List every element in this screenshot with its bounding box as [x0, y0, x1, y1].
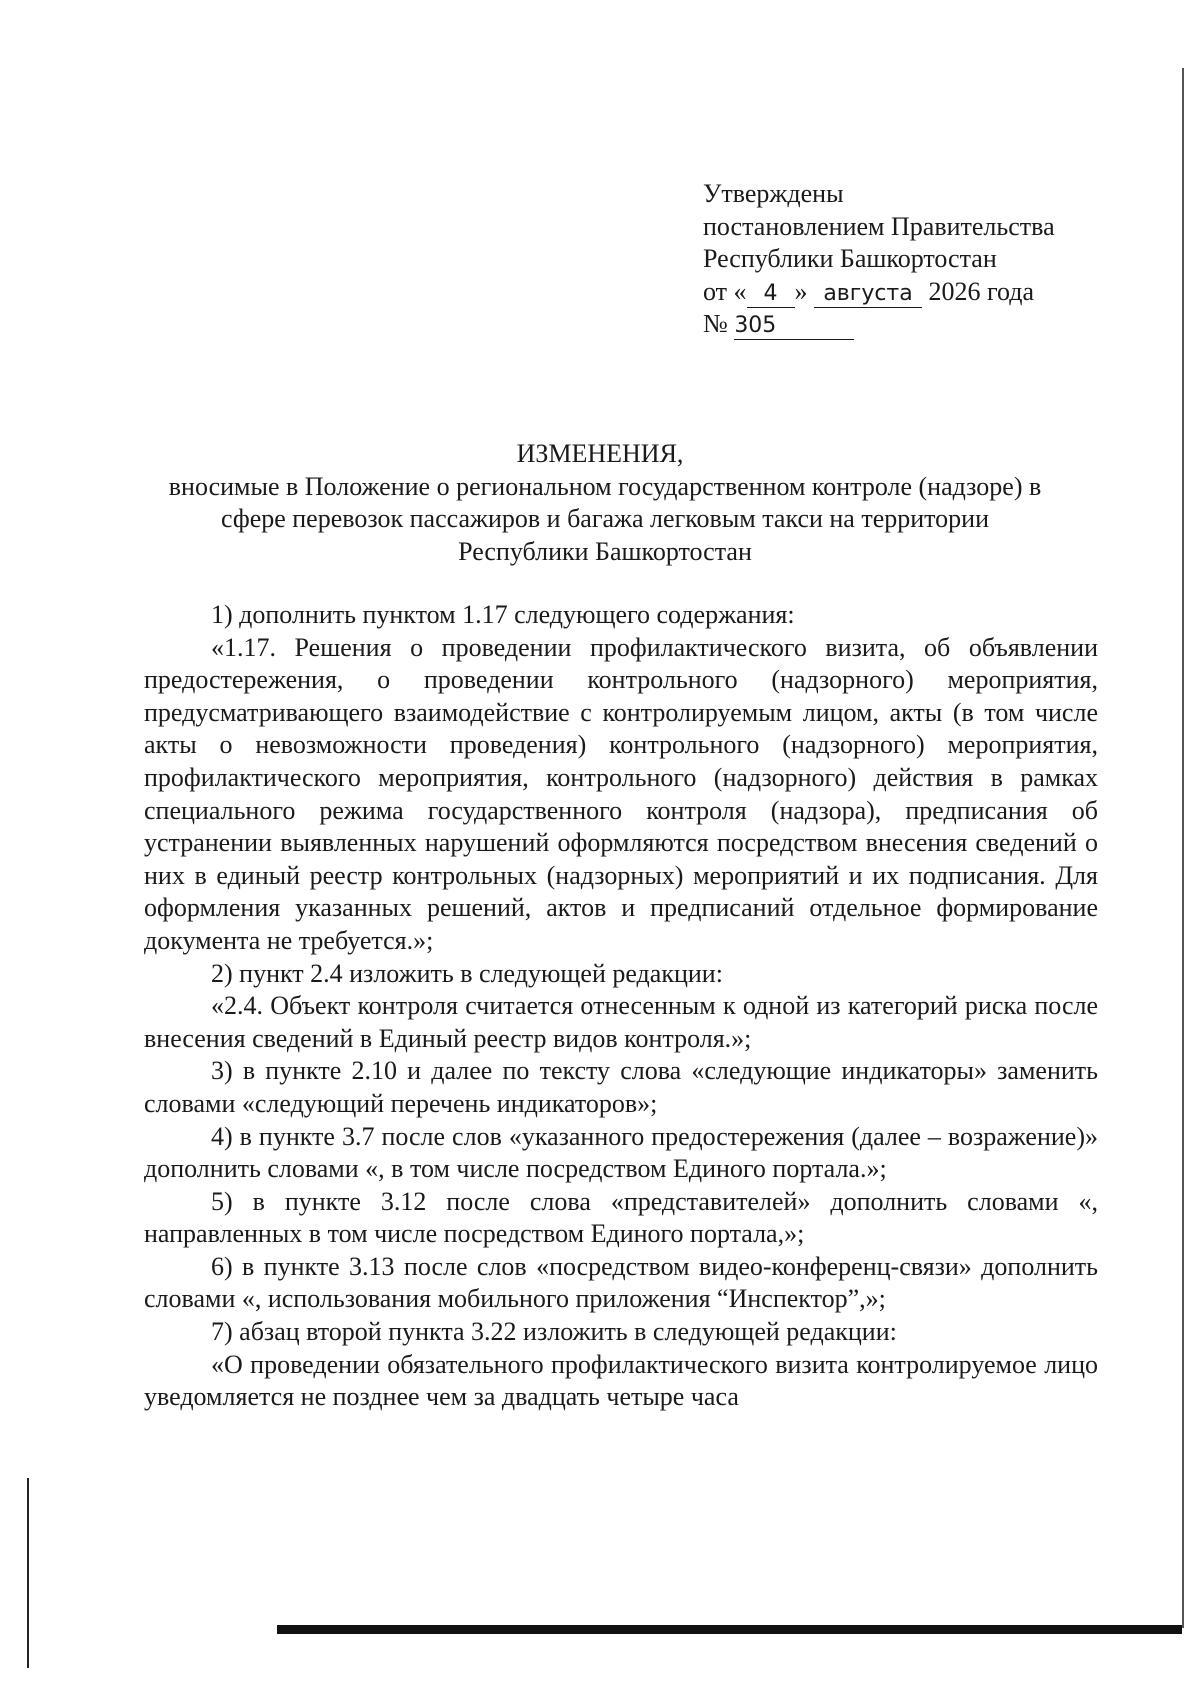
approval-line-2: постановлением Правительства — [703, 211, 1055, 241]
document-title: ИЗМЕНЕНИЯ, — [516, 439, 684, 468]
date-day: 4 — [747, 281, 795, 308]
document-subtitle: вносимые в Положение о региональном государственном контроле (надзоре) в сфере перевозок пассажиров и багажа легковым такси на территории Республики Башкортостан — [168, 471, 1042, 566]
paragraph: 3) в пункте 2.10 и далее по тексту слова «следующие индикаторы» заменить словами «следующий перечень индикаторов»; — [144, 1056, 1098, 1118]
number-prefix: № — [703, 309, 728, 338]
paragraph: 4) в пункте 3.7 после слов «указанного предостережения (далее – возражение)» дополнить словами «, в том числе посредством Единого портала.»; — [144, 1121, 1098, 1184]
paragraph: «1.17. Решения о проведении профилактического визита, об объявлении предостережения, о проведении контрольного (надзорного) мероприятия, предусматривающего взаимодействие с контролируемым лицом, акты (в том числе акты о невозможности проведения) контрольного (надзорного) мероприятия, профилактического мероприятия, контрольного (надзорного) действия в рамках специального режима государственного контроля (надзора), предписания об устранении выявленных нарушений оформляются посредством внесения сведений о них в единый реестр контрольных (надзорных) мероприятий и их подписания. Для оформления указанных решений, актов и предписаний отдельное формирование документа не требуется.»; — [144, 632, 1098, 955]
approval-line-1: Утверждены — [703, 179, 844, 208]
date-prefix: от « — [703, 276, 747, 306]
approval-date-line — [703, 276, 1055, 309]
approval-number-line — [703, 308, 1055, 341]
scan-edge-right — [1182, 68, 1184, 1628]
approval-stamp-block — [703, 178, 1055, 341]
paragraph: 2) пункт 2.4 изложить в следующей редакции: — [211, 958, 723, 988]
document-number: 305 — [734, 313, 854, 340]
paragraph: 5) в пункте 3.12 после слова «представителей» дополнить словами «, направленных в том числе посредством Единого портала,»; — [144, 1186, 1098, 1249]
date-month: августа — [814, 281, 922, 308]
paragraph: «2.4. Объект контроля считается отнесенным к одной из категорий риска после внесения сведений в Единый реестр видов контроля.»; — [144, 991, 1098, 1053]
paragraph: 7) абзац второй пункта 3.22 изложить в следующей редакции: — [211, 1317, 897, 1347]
paragraph: 6) в пункте 3.13 после слов «посредством видео-конференц-связи» дополнить словами «, использования мобильного приложения “Инспектор”,»; — [144, 1251, 1098, 1314]
scan-edge-bottom — [277, 1625, 1182, 1634]
approval-line-3: Республики Башкортостан — [703, 244, 997, 273]
date-year: 2026 года — [928, 276, 1035, 306]
paragraph: 1) дополнить пунктом 1.17 следующего содержания: — [211, 600, 795, 629]
date-mid: » — [794, 276, 808, 306]
paragraph: «О проведении обязательного профилактического визита контролируемое лицо уведомляется не позднее чем за двадцать четыре часа — [144, 1349, 1098, 1412]
document-heading — [150, 438, 1050, 568]
document-body — [144, 599, 1098, 1414]
scan-edge-left — [27, 1478, 29, 1668]
